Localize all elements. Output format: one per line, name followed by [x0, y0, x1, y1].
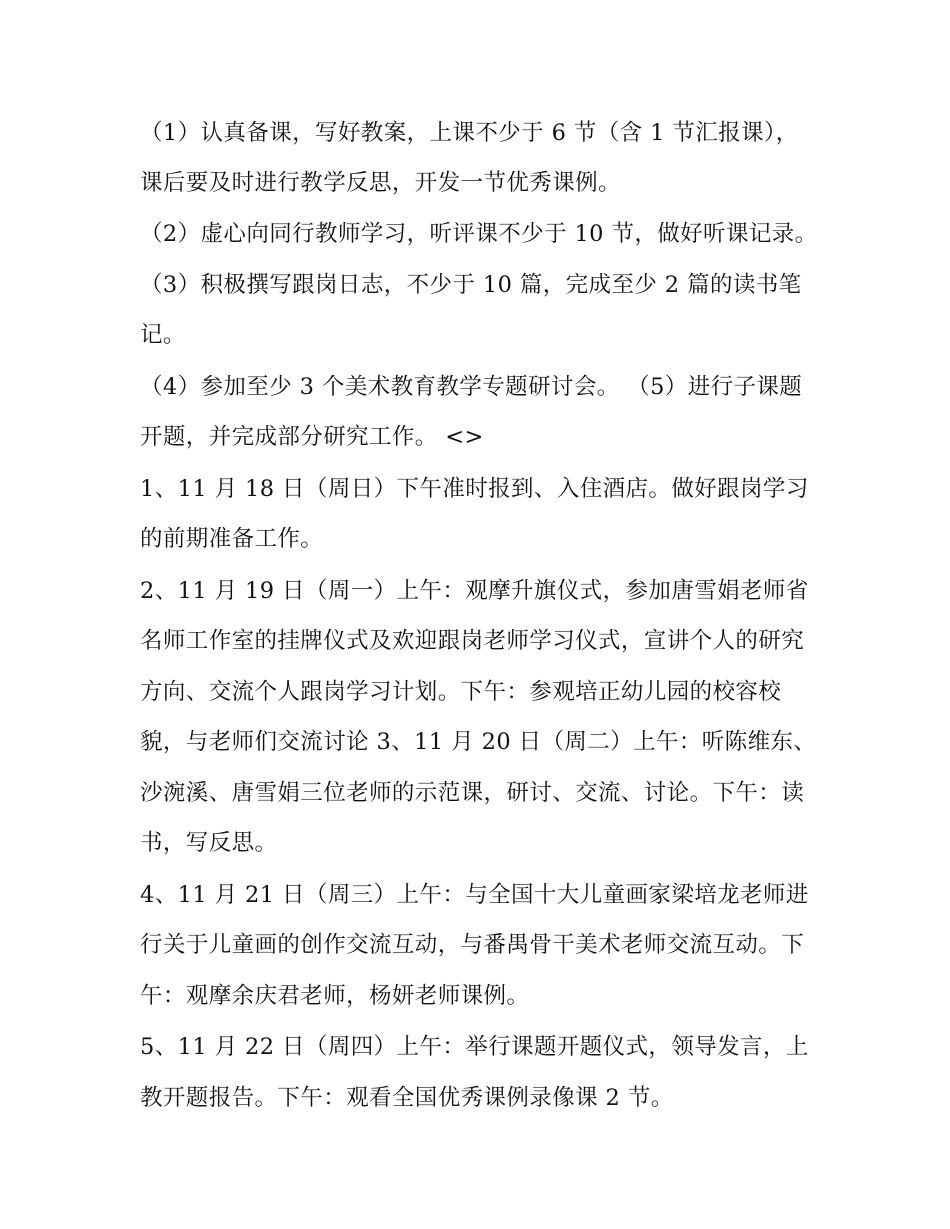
paragraph-schedule-day-4: 4、11 月 21 日（周三）上午：与全国十大儿童画家梁培龙老师进行关于儿童画的创作交流互动，与番禺骨干美术老师交流互动。下午：观摩余庆君老师，杨妍老师课例。 — [140, 881, 809, 1009]
paragraph-schedule-day-5: 5、11 月 22 日（周四）上午：举行课题开题仪式，领导发言，上教开题报告。下午：观看全国优秀课例录像课 2 节。 — [140, 1034, 809, 1111]
paragraph-goal-1: （1）认真备课，写好教案，上课不少于 6 节（含 1 节汇报课），课后要及时进行教学反思，开发一节优秀课例。 — [140, 120, 799, 196]
paragraph-goal-4-5: （4）参加至少 3 个美术教育教学专题研讨会。 （5）进行子课题开题，并完成部分研究工作。 <> — [140, 373, 803, 450]
paragraph-schedule-day-2-3: 2、11 月 19 日（周一）上午：观摩升旗仪式，参加唐雪娟老师省名师工作室的挂牌仪式及欢迎跟岗老师学习仪式，宣讲个人的研究方向、交流个人跟岗学习计划。下午：参观培正幼儿园的校容校貌，与老师们交流讨论 3、11 月 20 日（周二）上午：听陈维东、沙涴溪、唐雪娟三位老师的示范课，研讨、交流、讨论。下午：读书，写反思。 — [140, 577, 817, 856]
document-body — [140, 108, 820, 1124]
paragraph-schedule-day-1: 1、11 月 18 日（周日）下午准时报到、入住酒店。做好跟岗学习的前期准备工作。 — [140, 475, 809, 552]
paragraph-goal-2-3: （2）虚心向同行教师学习，听评课不少于 10 节，做好听课记录。 （3）积极撰写跟岗日志，不少于 10 篇，完成至少 2 篇的读书笔记。 — [140, 221, 818, 348]
